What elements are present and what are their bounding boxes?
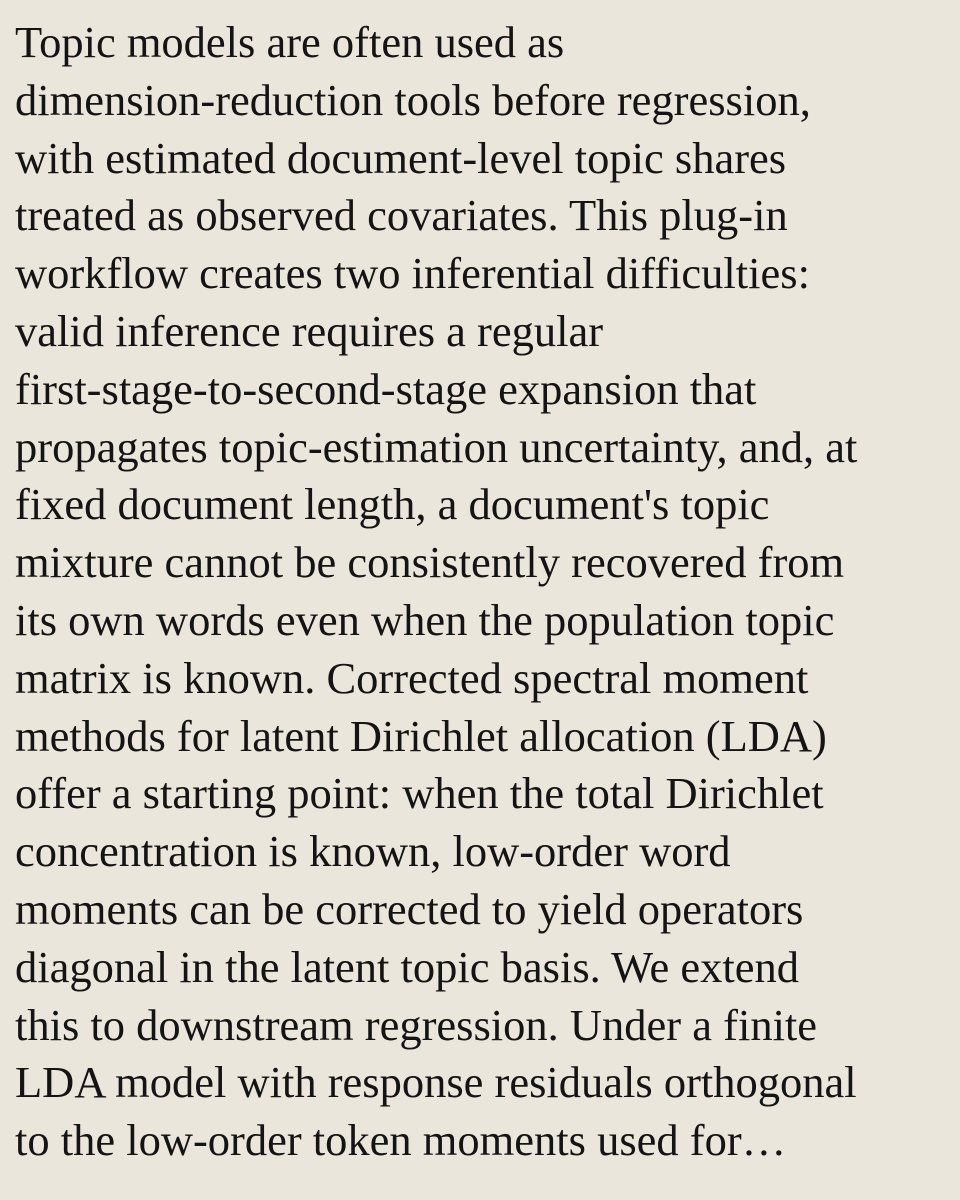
abstract-text: [15, 14, 940, 1170]
text-line-17: diagonal in the latent topic basis. We extend: [15, 941, 800, 992]
text-line-12: matrix is known. Corrected spectral moment: [15, 652, 809, 703]
text-line-2: dimension-reduction tools before regression,: [15, 74, 811, 125]
text-line-16: moments can be corrected to yield operators: [15, 883, 804, 934]
text-line-5: workflow creates two inferential difficulties:: [15, 248, 810, 299]
text-line-15: concentration is known, low-order word: [15, 826, 731, 877]
text-line-4: treated as observed covariates. This plug-in: [15, 190, 788, 241]
text-line-10: mixture cannot be consistently recovered from: [15, 537, 845, 588]
text-line-20: to the low-order token moments used for…: [15, 1115, 787, 1166]
text-line-8: propagates topic-estimation uncertainty, and, at: [15, 421, 858, 472]
text-line-6: valid inference requires a regular: [15, 305, 604, 356]
text-line-19: LDA model with response residuals orthogonal: [15, 1057, 857, 1108]
text-line-3: with estimated document-level topic shares: [15, 132, 787, 183]
text-line-9: fixed document length, a document's topic: [15, 479, 770, 530]
text-line-1: Topic models are often used as: [15, 17, 565, 67]
text-line-18: this to downstream regression. Under a finite: [15, 999, 818, 1050]
text-line-13: methods for latent Dirichlet allocation (LDA): [15, 710, 827, 761]
text-line-7: first-stage-to-second-stage expansion that: [15, 363, 757, 414]
text-line-14: offer a starting point: when the total Dirichlet: [15, 768, 824, 819]
text-line-11: its own words even when the population topic: [15, 594, 835, 645]
